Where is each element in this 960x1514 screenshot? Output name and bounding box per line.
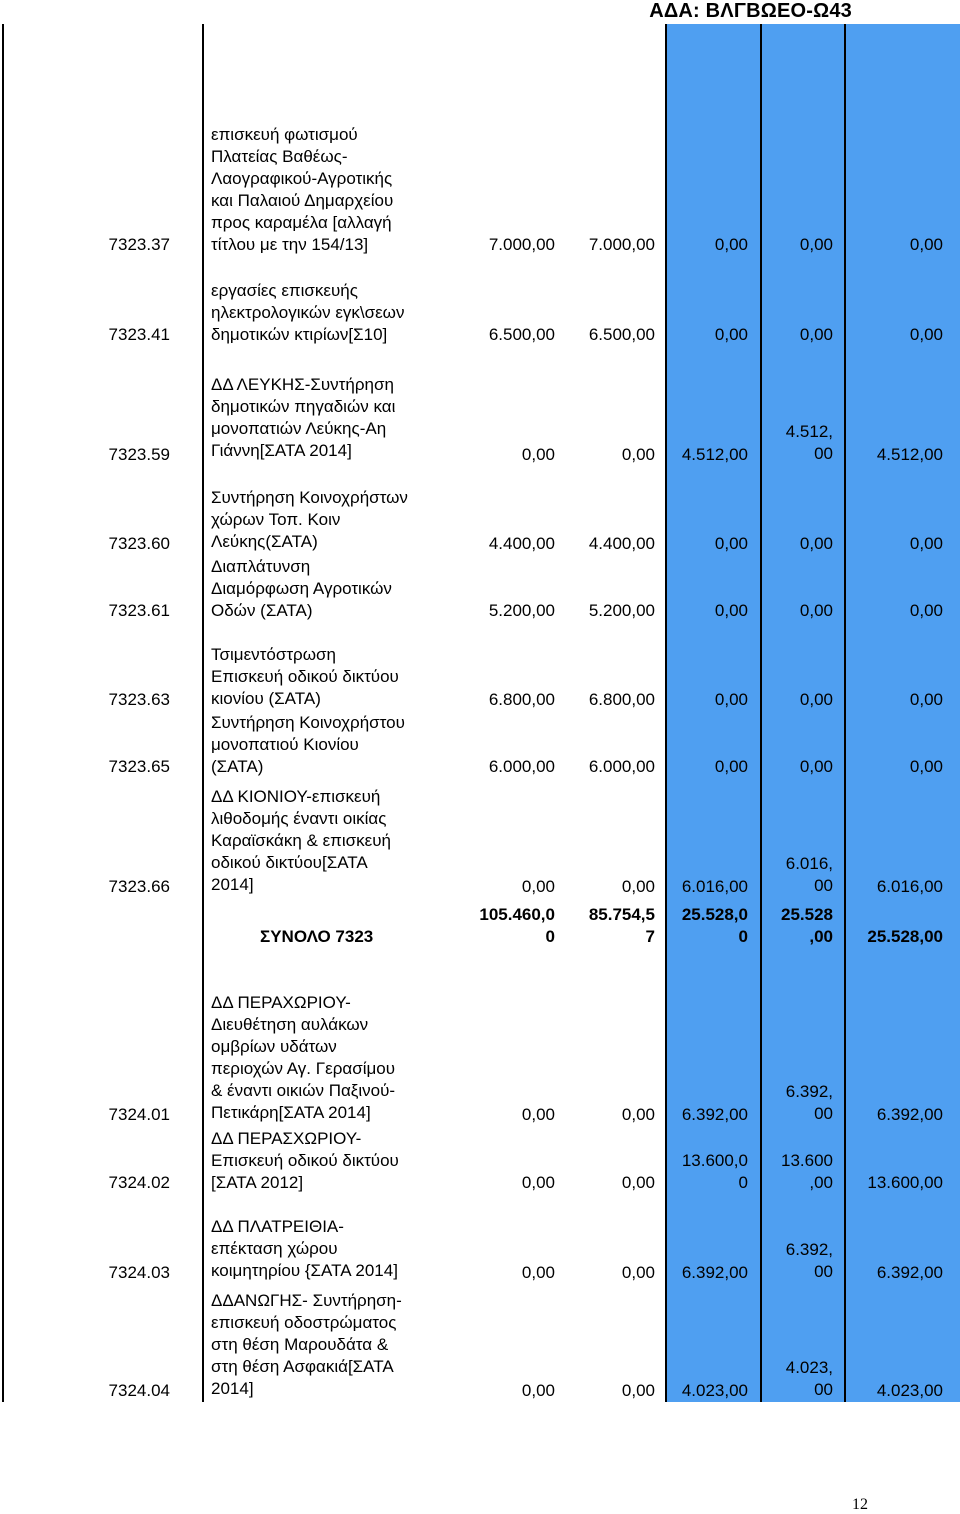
total-label: ΣΥΝΟΛΟ 7323	[260, 927, 374, 946]
row-value-2: 6.500,00	[588, 325, 655, 344]
row-value-2: 0,00	[621, 445, 655, 464]
row-value-1: 0,00	[521, 1105, 555, 1124]
row-value-2: 4.400,00	[588, 534, 655, 553]
row-code: 7324.01	[108, 1105, 170, 1124]
row-value-1: 4.400,00	[488, 534, 555, 553]
row-value-2: 7.000,00	[588, 235, 655, 254]
row-value-2: 0,00	[621, 1381, 655, 1400]
row-description: ΔΔ ΠΕΡΑΣΧΩΡΙΟΥ- Επισκευή οδικού δικτύου [ΣΑΤΑ 2012]	[211, 1129, 399, 1192]
page-number: 12	[852, 1496, 868, 1513]
row-value-3: 0,00	[714, 235, 748, 254]
row-value-4: 13.600 ,00	[781, 1151, 833, 1192]
row-code: 7323.61	[108, 601, 170, 620]
row-code: 7324.03	[108, 1263, 170, 1282]
row-value-2: 6.000,00	[588, 757, 655, 776]
ada-code: ΑΔΑ: ΒΛΓΒΩΕΟ-Ω43	[649, 0, 852, 22]
highlight-column-4	[761, 24, 845, 1402]
row-value-2: 0,00	[621, 1173, 655, 1192]
row-description: Συντήρηση Κοινοχρήστου μονοπατιού Κιονίου (ΣΑΤΑ)	[211, 713, 405, 776]
row-description: Συντήρηση Κοινοχρήστων χώρων Τοπ. Κοιν Λεύκης(ΣΑΤΑ)	[211, 488, 408, 551]
row-code: 7323.66	[108, 877, 170, 896]
row-value-4: 0,00	[799, 601, 833, 620]
row-value-5: 4.023,00	[876, 1381, 943, 1400]
total-value-2: 85.754,5 7	[588, 905, 655, 946]
row-value-2: 0,00	[621, 1263, 655, 1282]
row-description: ΔΔ ΛΕΥΚΗΣ-Συντήρηση δημοτικών πηγαδιών και μονοπατιών Λεύκης-Αη Γιάννη[ΣΑΤΑ 2014]	[211, 375, 396, 460]
row-value-2: 0,00	[621, 877, 655, 896]
row-value-1: 5.200,00	[488, 601, 555, 620]
row-value-5: 0,00	[909, 325, 943, 344]
row-value-3: 4.512,00	[681, 445, 748, 464]
row-value-5: 13.600,00	[867, 1173, 943, 1192]
row-value-3: 0,00	[714, 325, 748, 344]
row-value-5: 0,00	[909, 690, 943, 709]
row-description: Τσιμεντόστρωση Επισκευή οδικού δικτύου κιονίου (ΣΑΤΑ)	[211, 645, 399, 708]
row-code: 7323.60	[108, 534, 170, 553]
row-value-5: 0,00	[909, 601, 943, 620]
row-description: ΔΔ ΠΕΡΑΧΩΡΙΟΥ- Διευθέτηση αυλάκων ομβρίων υδάτων περιοχών Αγ. Γερασίμου & έναντι οικιών Παξινού- Πετικάρη[ΣΑΤΑ 2014]	[211, 993, 396, 1122]
column-divider-v3	[665, 24, 667, 1402]
row-value-2: 5.200,00	[588, 601, 655, 620]
row-value-4: 0,00	[799, 235, 833, 254]
row-value-5: 6.392,00	[876, 1105, 943, 1124]
row-code: 7323.37	[108, 235, 170, 254]
total-value-5: 25.528,00	[867, 927, 943, 946]
row-code: 7324.02	[108, 1173, 170, 1192]
row-value-2: 0,00	[621, 1105, 655, 1124]
row-value-5: 4.512,00	[876, 445, 943, 464]
row-description: εργασίες επισκευής ηλεκτρολογικών εγκ\σεων δημοτικών κτιρίων[Σ10]	[211, 281, 405, 344]
row-description: επισκευή φωτισμού Πλατείας Βαθέως- Λαογραφικού-Αγροτικής και Παλαιού Δημαρχείου προς καραμέλα [αλλαγή τίτλου με την 154/13]	[211, 125, 394, 254]
row-code: 7324.04	[108, 1381, 170, 1400]
row-description: ΔΔΑΝΩΓΗΣ- Συντήρηση- επισκευή οδοστρώματος στη θέση Μαρουδάτα & στη θέση Ασφακιά[ΣΑΤΑ 2014]	[211, 1291, 402, 1398]
column-divider-v4	[760, 24, 762, 1402]
row-value-4: 4.023, 00	[785, 1358, 833, 1399]
row-value-3: 0,00	[714, 601, 748, 620]
row-value-5: 0,00	[909, 534, 943, 553]
column-divider-code	[202, 24, 204, 1402]
total-value-4: 25.528 ,00	[781, 905, 833, 946]
row-value-4: 0,00	[799, 690, 833, 709]
row-value-3: 0,00	[714, 757, 748, 776]
row-value-4: 6.392, 00	[785, 1082, 833, 1123]
row-value-1: 6.000,00	[488, 757, 555, 776]
row-value-4: 6.016, 00	[785, 854, 833, 895]
row-code: 7323.63	[108, 690, 170, 709]
row-description: Διαπλάτυνση Διαμόρφωση Αγροτικών Οδών (ΣΑΤΑ)	[211, 557, 392, 620]
row-value-1: 0,00	[521, 877, 555, 896]
row-value-4: 0,00	[799, 534, 833, 553]
row-value-4: 0,00	[799, 325, 833, 344]
row-value-5: 0,00	[909, 757, 943, 776]
row-value-4: 4.512, 00	[785, 422, 833, 463]
row-value-5: 0,00	[909, 235, 943, 254]
row-code: 7323.59	[108, 445, 170, 464]
row-code: 7323.65	[108, 757, 170, 776]
row-value-4: 6.392, 00	[785, 1240, 833, 1281]
row-value-1: 0,00	[521, 1381, 555, 1400]
row-value-2: 6.800,00	[588, 690, 655, 709]
row-description: ΔΔ ΠΛΑΤΡΕΙΘΙΑ- επέκταση χώρου κοιμητηρίου {ΣΑΤΑ 2014]	[211, 1217, 398, 1280]
total-value-3: 25.528,0 0	[681, 905, 748, 946]
row-code: 7323.41	[108, 325, 170, 344]
row-value-1: 0,00	[521, 445, 555, 464]
row-value-1: 6.800,00	[488, 690, 555, 709]
row-value-3: 13.600,0 0	[681, 1151, 748, 1192]
row-description: ΔΔ ΚΙΟΝΙΟΥ-επισκευή λιθοδομής έναντι οικίας Καραϊσκάκη & επισκευή οδικού δικτύου[ΣΑΤΑ 2014]	[211, 787, 391, 894]
row-value-5: 6.016,00	[876, 877, 943, 896]
row-value-1: 6.500,00	[488, 325, 555, 344]
row-value-3: 0,00	[714, 534, 748, 553]
row-value-1: 0,00	[521, 1173, 555, 1192]
row-value-3: 0,00	[714, 690, 748, 709]
row-value-3: 6.016,00	[681, 877, 748, 896]
row-value-3: 6.392,00	[681, 1263, 748, 1282]
table-left-border	[2, 24, 4, 1402]
total-value-1: 105.460,0 0	[479, 905, 555, 946]
row-value-1: 0,00	[521, 1263, 555, 1282]
row-value-3: 6.392,00	[681, 1105, 748, 1124]
row-value-4: 0,00	[799, 757, 833, 776]
row-value-1: 7.000,00	[488, 235, 555, 254]
row-value-5: 6.392,00	[876, 1263, 943, 1282]
column-divider-v5	[844, 24, 846, 1402]
highlight-column-5	[845, 24, 960, 1402]
row-value-3: 4.023,00	[681, 1381, 748, 1400]
highlight-column-3	[666, 24, 761, 1402]
